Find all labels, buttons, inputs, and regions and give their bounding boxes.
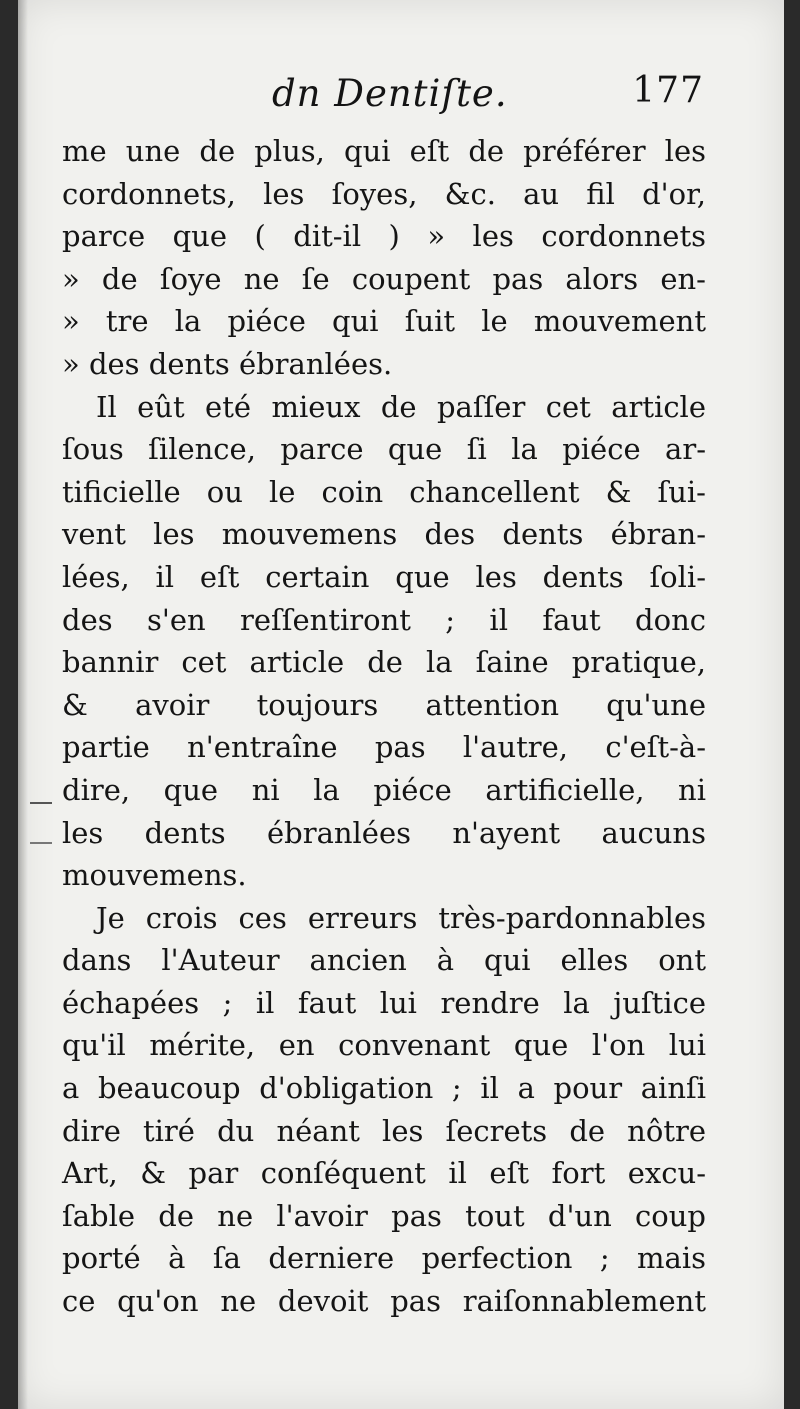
text-line: » des dents ébranlées. [62,346,393,381]
text-line: les dents ébranlées n'ayent aucuns [62,815,706,850]
text-line: mouvemens. [62,858,247,893]
margin-mark [30,802,52,804]
text-line: me une de plus, qui eſt de préférer les [62,134,706,168]
text-line: partie n'entraîne pas l'autre, c'eſt-à- [62,730,706,765]
text-line: dire tiré du néant les ſecrets de nôtre [62,1113,706,1148]
text-line: Il eût eté mieux de paſſer cet article [96,389,706,424]
text-line: échapées ; il faut lui rendre la juſtice [62,985,706,1020]
text-line: ſous ſilence, parce que ſi la piéce ar- [62,432,706,467]
text-line: dans l'Auteur ancien à qui elles ont [62,943,706,978]
text-line: lées, il eſt certain que les dents ſoli- [62,559,706,594]
text-line: ſable de ne l'avoir pas tout d'un coup [62,1198,706,1233]
text-line: qu'il mérite, en convenant que l'on lui [62,1028,706,1063]
text-line: tificielle ou le coin chancellent & ſui- [62,474,706,509]
margin-mark [30,842,52,844]
text-line: vent les mouvemens des dents ébran- [62,517,706,552]
text-line: parce que ( dit-il ) » les cordonnets [62,219,706,254]
text-line: des s'en reſſentiront ; il faut donc [62,602,706,637]
text-line: porté à ſa derniere perfection ; mais [62,1241,706,1276]
page-number: 177 [632,70,704,111]
running-head: dn Dentiſte. [272,72,508,115]
text-line: cordonnets, les ſoyes, &c. au fil d'or, [62,176,706,211]
text-line: dire, que ni la piéce artificielle, ni [62,772,706,807]
book-page [18,0,784,1409]
text-line: ce qu'on ne devoit pas raiſonnablement [62,1284,706,1319]
page-header [62,66,744,116]
body-text [62,130,706,1323]
text-line: & avoir toujours attention qu'une [62,687,706,722]
text-line: » de ſoye ne ſe coupent pas alors en- [62,261,706,296]
text-line: Art, & par conſéquent il eſt fort excu- [62,1156,706,1191]
text-line: a beaucoup d'obligation ; il a pour ainſi [62,1071,706,1106]
text-line: Je crois ces erreurs très-pardonnables [96,900,706,935]
text-line: » tre la piéce qui ſuit le mouvement [62,304,706,339]
text-line: bannir cet article de la ſaine pratique, [62,645,706,680]
